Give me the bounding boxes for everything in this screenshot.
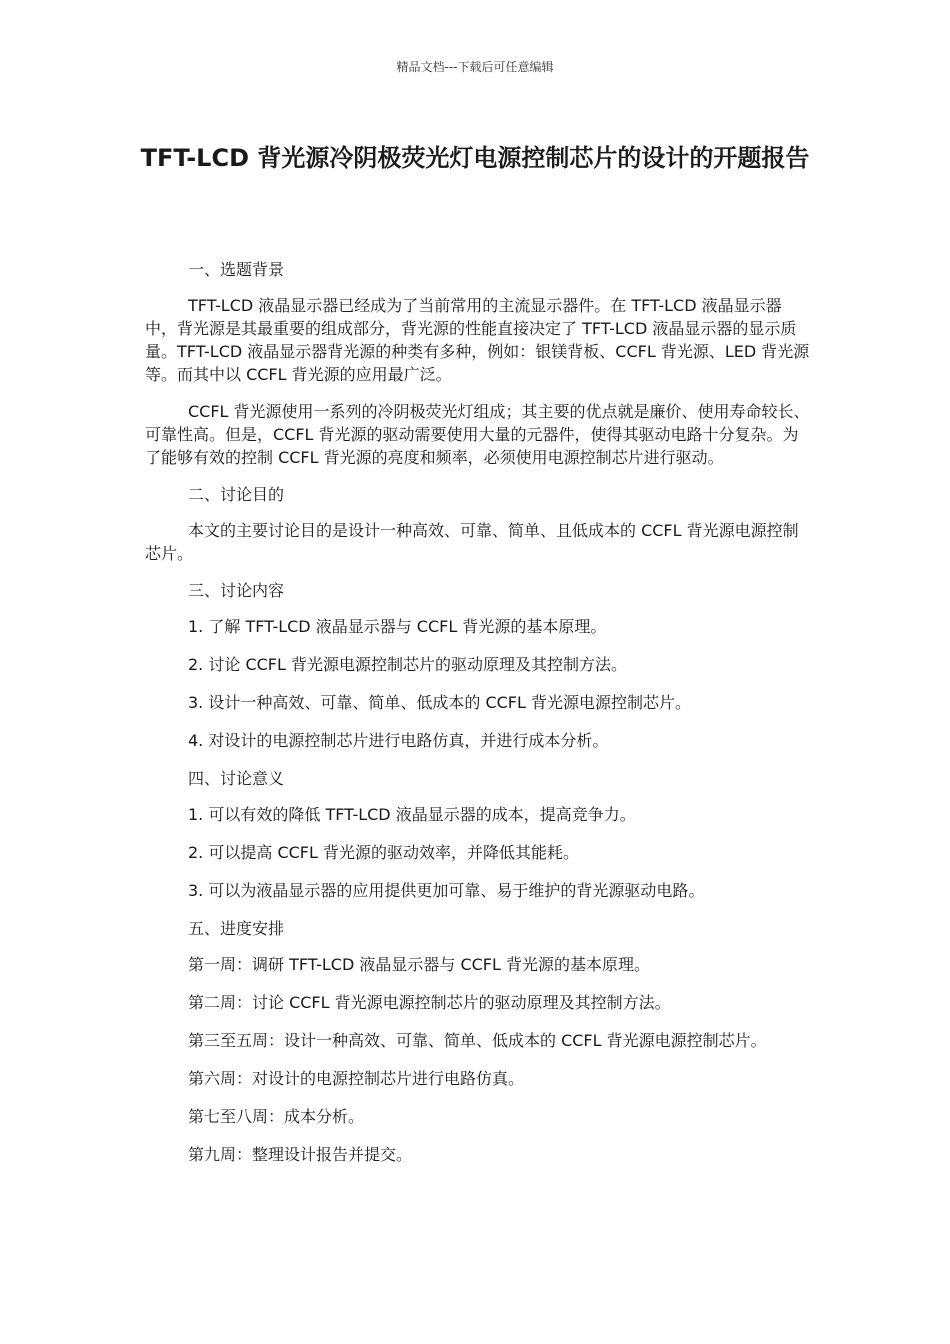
schedule-item: 第六周：对设计的电源控制芯片进行电路仿真。 [188, 1069, 525, 1088]
paragraph-purpose: 本文的主要讨论目的是设计一种高效、可靠、简单、且低成本的 CCFL 背光源电源控制芯片。 [145, 521, 799, 563]
page-header: 精品文档---下载后可任意编辑 [396, 60, 554, 74]
list-item: 1. 了解 TFT-LCD 液晶显示器与 CCFL 背光源的基本原理。 [188, 617, 607, 636]
document-body [145, 258, 810, 1181]
list-item: 2. 可以提高 CCFL 背光源的驱动效率，并降低其能耗。 [188, 843, 579, 862]
paragraph-background-1: TFT-LCD 液晶显示器已经成为了当前常用的主流显示器件。在 TFT-LCD 液晶显示器中，背光源是其最重要的组成部分，背光源的性能直接决定了 TFT-LCD 液晶显示器的显示质量。TFT-LCD 液晶显示器背光源的种类有多种，例如：银镁背板、CCFL 背光源、LED 背光源等。而其中以 CCFL 背光源的应用最广泛。 [145, 296, 810, 384]
section-heading-purpose: 二、讨论目的 [188, 485, 285, 504]
list-item: 3. 设计一种高效、可靠、简单、低成本的 CCFL 背光源电源控制芯片。 [188, 693, 691, 712]
schedule-item: 第三至五周：设计一种高效、可靠、简单、低成本的 CCFL 背光源电源控制芯片。 [188, 1031, 767, 1050]
section-heading-background: 一、选题背景 [188, 260, 285, 279]
list-item: 4. 对设计的电源控制芯片进行电路仿真，并进行成本分析。 [188, 731, 609, 750]
paragraph-background-2: CCFL 背光源使用一系列的冷阴极荧光灯组成；其主要的优点就是廉价、使用寿命较长、可靠性高。但是，CCFL 背光源的驱动需要使用大量的元器件，使得其驱动电路十分复杂。为了能够有效的控制 CCFL 背光源的亮度和频率，必须使用电源控制芯片进行驱动。 [145, 402, 810, 467]
list-item: 2. 讨论 CCFL 背光源电源控制芯片的驱动原理及其控制方法。 [188, 655, 627, 674]
section-heading-content: 三、讨论内容 [188, 581, 285, 600]
document-title: TFT-LCD 背光源冷阴极荧光灯电源控制芯片的设计的开题报告 [140, 144, 810, 172]
schedule-item: 第九周：整理设计报告并提交。 [188, 1145, 413, 1164]
schedule-item: 第一周：调研 TFT-LCD 液晶显示器与 CCFL 背光源的基本原理。 [188, 955, 650, 974]
section-heading-significance: 四、讨论意义 [188, 769, 285, 788]
schedule-item: 第七至八周：成本分析。 [188, 1107, 365, 1126]
list-item: 1. 可以有效的降低 TFT-LCD 液晶显示器的成本，提高竞争力。 [188, 805, 636, 824]
list-item: 3. 可以为液晶显示器的应用提供更加可靠、易于维护的背光源驱动电路。 [188, 881, 705, 900]
section-heading-schedule: 五、进度安排 [188, 919, 285, 938]
schedule-item: 第二周：讨论 CCFL 背光源电源控制芯片的驱动原理及其控制方法。 [188, 993, 671, 1012]
